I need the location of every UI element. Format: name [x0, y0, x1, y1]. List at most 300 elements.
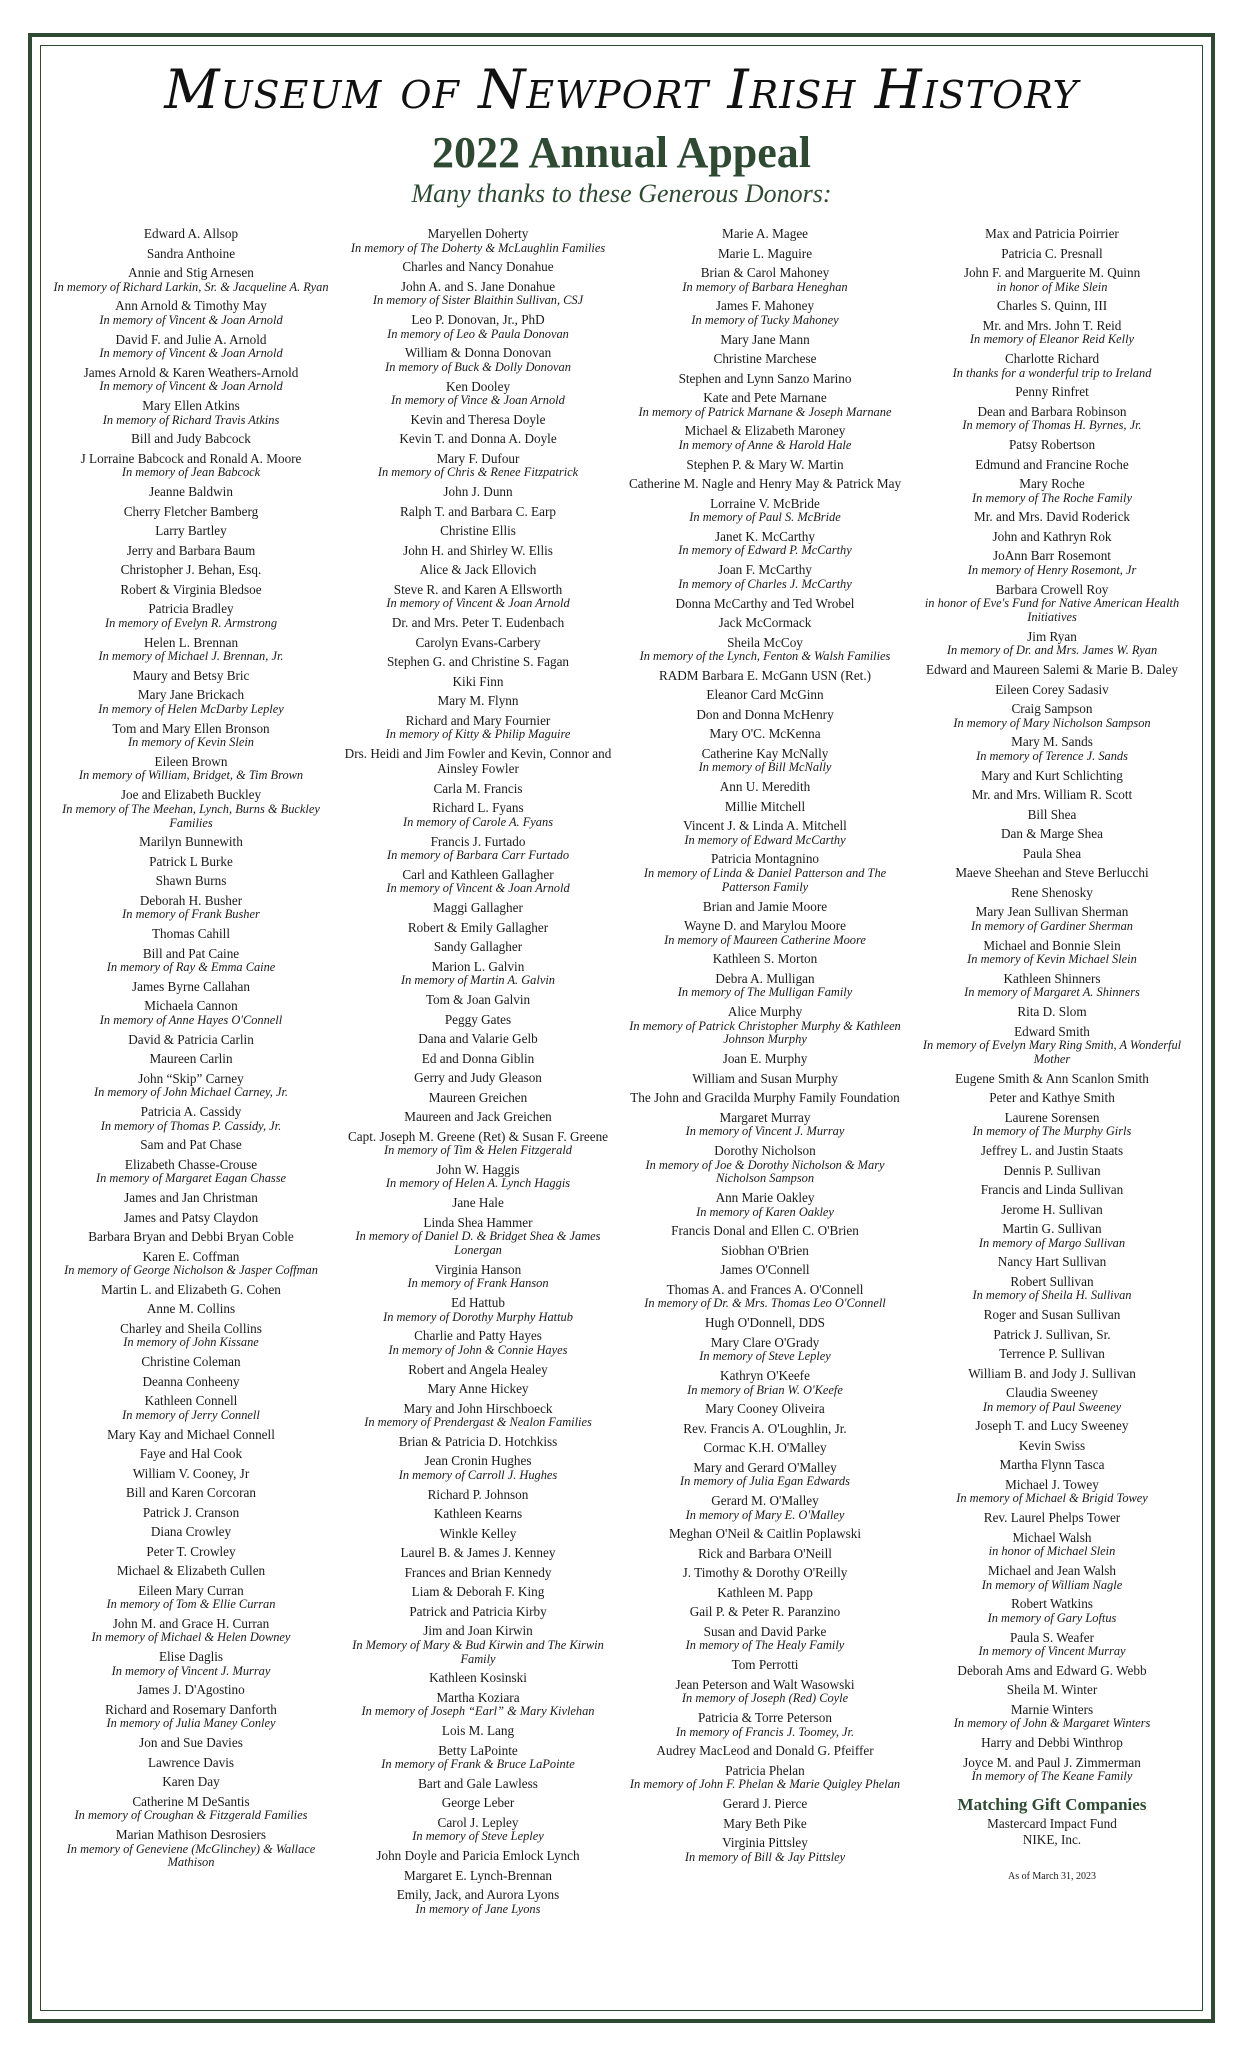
donor-entry [48, 1563, 334, 1579]
donor-entry [909, 807, 1195, 823]
donor-name: Mary Beth Pike [723, 1815, 807, 1831]
donor-entry [335, 412, 621, 428]
donor-name: Meghan O'Neil & Caitlin Poplawski [668, 1526, 862, 1542]
donor-entry [909, 582, 1195, 625]
donor-entry [622, 1071, 908, 1087]
donor-name: Joan E. Murphy [722, 1051, 808, 1067]
donor-name: Patrick L Burke [149, 853, 233, 869]
donor-dedication: In memory of Vincent & Joan Arnold [386, 596, 570, 611]
donor-dedication: In memory of Dorothy Murphy Hattub [383, 1309, 573, 1324]
donor-name: Dennis P. Sullivan [1003, 1162, 1101, 1178]
donor-entry [48, 1229, 334, 1245]
donor-name: Harry and Debbi Winthrop [981, 1735, 1123, 1751]
donor-name: Mary Cooney Oliveira [705, 1401, 825, 1417]
donor-name: Maury and Betsy Bric [132, 667, 250, 683]
donor-entry [622, 1546, 908, 1562]
donor-name: Frances and Brian Kennedy [404, 1564, 552, 1580]
donor-name: Karen E. Coffman [142, 1248, 240, 1264]
donor-name: Penny Rinfret [1015, 384, 1089, 400]
donor-name: Robert Sullivan [1010, 1273, 1094, 1289]
donor-name: Francis J. Furtado [430, 833, 526, 849]
donor-name: Michaela Cannon [144, 998, 238, 1014]
donor-entry [909, 1735, 1195, 1751]
donor-name: Dean and Barbara Robinson [977, 403, 1127, 419]
donor-entry [335, 1868, 621, 1884]
donor-dedication: In memory of Leo & Paula Donovan [387, 326, 569, 341]
donor-name: Sam and Pat Chase [140, 1137, 242, 1153]
donor-entry [335, 746, 621, 777]
donor-entry [48, 1190, 334, 1206]
donor-dedication: In memory of The Mulligan Family [677, 985, 853, 1000]
donor-dedication: In memory of Dr. and Mrs. James W. Ryan [946, 643, 1158, 658]
donor-name: John M. and Grace H. Curran [112, 1615, 270, 1631]
donor-name: Brian & Carol Mahoney [700, 265, 830, 280]
donor-name: Lawrence Davis [147, 1754, 235, 1770]
donor-name: Charlie and Patty Hayes [414, 1328, 542, 1344]
donor-name: Maureen and Jack Greichen [404, 1109, 552, 1125]
donor-name: John J. Dunn [443, 484, 513, 500]
donor-dedication: In memory of John & Connie Hayes [388, 1342, 568, 1357]
donor-name: Mr. and Mrs. David Roderick [973, 509, 1131, 525]
donor-dedication: In memory of Sheila H. Sullivan [972, 1288, 1132, 1303]
donor-entry [909, 384, 1195, 400]
donor-name: Charlotte Richard [1004, 351, 1100, 367]
donor-entry [909, 318, 1195, 347]
donor-dedication: In memory of Paul Sweeney [982, 1399, 1122, 1414]
donor-dedication: in honor of Michael Slein [988, 1544, 1116, 1559]
donor-name: David & Patricia Carlin [128, 1031, 254, 1047]
donor-dedication: In memory of Michael & Brigid Towey [956, 1491, 1148, 1506]
donor-entry [622, 635, 908, 664]
donor-entry [909, 1663, 1195, 1679]
donor-entry [622, 1051, 908, 1067]
donor-entry [48, 893, 334, 922]
donor-entry [909, 1755, 1195, 1784]
donor-entry [335, 713, 621, 742]
donor-name: JoAnn Barr Rosemont [993, 548, 1111, 564]
donor-name: Claudia Sweeney [1006, 1385, 1098, 1401]
donor-name: Maryellen Doherty [427, 226, 529, 241]
donor-name: Kathleen Kosinski [429, 1670, 527, 1686]
matching-gifts [909, 1794, 1195, 1882]
donor-name: Betty LaPointe [438, 1742, 518, 1758]
donor-entry [909, 734, 1195, 763]
donor-dedication: In memory of William, Bridget, & Tim Brown [78, 768, 304, 783]
donor-dedication: In memory of John F. Phelan & Marie Quigley Phelan [629, 1777, 901, 1792]
donor-name: Nancy Hart Sullivan [997, 1254, 1107, 1270]
donor-entry [48, 721, 334, 750]
donor-dedication: In memory of Vincent Murray [978, 1644, 1126, 1659]
donor-name: Stephen P. & Mary W. Martin [686, 456, 844, 472]
donor-name: Jim Ryan [1027, 628, 1077, 644]
donor-dedication: In memory of Tom & Ellie Curran [106, 1597, 276, 1612]
donor-dedication: In memory of Vincent & Joan Arnold [386, 881, 570, 896]
donor-entry [909, 298, 1195, 314]
donor-name: Maggi Gallagher [433, 900, 523, 916]
donor-entry [48, 1393, 334, 1422]
donor-entry [909, 1530, 1195, 1559]
donor-entry [335, 1295, 621, 1324]
donor-entry [622, 457, 908, 473]
donor-name: J. Timothy & Dorothy O'Reilly [682, 1565, 848, 1581]
donor-entry [909, 1563, 1195, 1592]
donor-name: Anne M. Collins [146, 1301, 236, 1317]
donor-entry [48, 1282, 334, 1298]
donor-entry [909, 904, 1195, 933]
donor-entry [909, 1090, 1195, 1106]
donor-name: Tom and Mary Ellen Bronson [112, 720, 270, 736]
donor-dedication: In memory of The Roche Family [971, 490, 1132, 505]
donor-list-4 [909, 226, 1195, 1784]
donor-dedication: In memory of Maureen Catherine Moore [664, 932, 866, 947]
donor-entry [622, 918, 908, 947]
donor-entry [909, 457, 1195, 473]
donor-dedication: In memory of Martin A. Galvin [401, 973, 555, 988]
donor-entry [909, 1202, 1195, 1218]
donor-entry [48, 1524, 334, 1540]
donor-entry [335, 504, 621, 520]
donor-dedication: In memory of Frank Hanson [407, 1276, 549, 1291]
donor-entry [622, 668, 908, 684]
donor-entry [335, 615, 621, 631]
donor-name: Vincent J. & Linda A. Mitchell [683, 818, 847, 834]
donor-name: Dr. and Mrs. Peter T. Eudenbach [391, 615, 565, 631]
donor-entry [335, 1328, 621, 1357]
donor-name: RADM Barbara E. McGann USN (Ret.) [658, 667, 872, 683]
donor-entry [909, 1307, 1195, 1323]
donor-dedication: In memory of Vincent & Joan Arnold [99, 379, 283, 394]
donor-name: Mr. and Mrs. John T. Reid [982, 317, 1122, 333]
donor-entry [909, 1457, 1195, 1473]
donor-entry [622, 746, 908, 775]
donor-entry [48, 265, 334, 294]
donor-entry [622, 799, 908, 815]
donor-name: Emily, Jack, and Aurora Lyons [396, 1887, 560, 1903]
donor-name: Bill Shea [1027, 806, 1077, 822]
donor-name: Max and Patricia Poirrier [985, 226, 1119, 241]
donor-entry [909, 1418, 1195, 1434]
donor-dedication: In memory of Jane Lyons [415, 1901, 541, 1916]
donor-entry [909, 1327, 1195, 1343]
donor-entry [48, 226, 334, 242]
donor-name: Kathleen Connell [144, 1393, 238, 1409]
donor-dedication: In memory of John Michael Carney, Jr. [93, 1085, 289, 1100]
donor-entry [909, 1143, 1195, 1159]
donor-entry [335, 312, 621, 341]
donor-dedication: In memory of Anne Hayes O'Connell [99, 1012, 283, 1027]
donor-entry [48, 1702, 334, 1731]
donor-entry [48, 1755, 334, 1771]
donor-name: William V. Cooney, Jr [132, 1465, 250, 1481]
donor-dedication: In memory of Julia Maney Conley [106, 1716, 276, 1731]
donor-entry [622, 1110, 908, 1139]
donor-entry [48, 1032, 334, 1048]
donor-dedication: In Memory of Mary & Bud Kirwin and The Kirwin Family [352, 1637, 604, 1666]
donor-dedication: In memory of Kitty & Philip Maguire [385, 727, 571, 742]
donor-name: Marie L. Maguire [717, 245, 813, 261]
donor-name: John F. and Marguerite M. Quinn [963, 265, 1141, 280]
donor-entry [48, 1157, 334, 1186]
donor-name: Mary Kay and Michael Connell [107, 1426, 275, 1442]
donor-name: Steve R. and Karen A Ellsworth [393, 581, 563, 597]
donor-entry [48, 431, 334, 447]
donor-dedication: In memory of Michael J. Brennan, Jr. [98, 649, 284, 664]
donor-entry [335, 1776, 621, 1792]
donor-entry [48, 787, 334, 830]
donor-name: James and Jan Christman [124, 1190, 258, 1206]
donor-name: Gerard J. Pierce [722, 1796, 808, 1812]
donor-dedication: In memory of Edward P. McCarthy [678, 543, 852, 558]
donor-dedication: In memory of Dr. & Mrs. Thomas Leo O'Connell [644, 1296, 886, 1311]
donor-entry [909, 885, 1195, 901]
donor-name: Mary O'C. McKenna [709, 726, 821, 742]
donor-name: Alice Murphy [727, 1004, 803, 1020]
donor-name: Michael J. Towey [1005, 1476, 1099, 1492]
donor-entry [622, 1763, 908, 1792]
donor-name: Sandy Gallagher [433, 939, 523, 955]
donor-dedication: In memory of Linda & Daniel Patterson and The Patterson Family [643, 865, 887, 894]
donor-name: Mary Roche [1019, 476, 1085, 492]
donor-name: Francis and Linda Sullivan [980, 1182, 1124, 1198]
donor-dedication: In memory of Gardiner Sherman [971, 918, 1133, 933]
donor-name: Rene Shenosky [1011, 884, 1093, 900]
donor-name: Jean Cronin Hughes [424, 1453, 532, 1469]
donor-name: Kiki Finn [452, 673, 504, 689]
donor-entry [335, 1604, 621, 1620]
donor-name: David F. and Julie A. Arnold [115, 331, 267, 347]
donor-name: William & Donna Donovan [404, 345, 552, 361]
donor-dedication: In memory of The Murphy Girls [972, 1124, 1132, 1139]
header [0, 55, 1243, 209]
donor-name: Sheila McCoy [727, 634, 803, 650]
donor-name: Christine Coleman [141, 1354, 241, 1370]
donor-dedication: In memory of Carole A. Fyans [402, 814, 554, 829]
donor-dedication: In memory of Kevin Slein [128, 735, 254, 750]
donor-entry [622, 1493, 908, 1522]
donor-entry [909, 701, 1195, 730]
donor-name: Ken Dooley [445, 378, 511, 394]
donor-entry [909, 548, 1195, 577]
donor-name: Millie Mitchell [724, 798, 806, 814]
donor-name: Ralph T. and Barbara C. Earp [400, 503, 556, 519]
donor-name: J Lorraine Babcock and Ronald A. Moore [80, 450, 302, 466]
donor-entry [48, 601, 334, 630]
donor-name: Ed Hattub [451, 1295, 505, 1311]
donor-entry [909, 1182, 1195, 1198]
donor-dedication: In memory of Geneviene (McGlinchey) & Wallace Mathison [66, 1841, 316, 1870]
donor-dedication: In memory of Jerry Connell [122, 1407, 260, 1422]
donor-dedication: In memory of Margo Sullivan [978, 1235, 1126, 1250]
donor-entry [335, 900, 621, 916]
donor-name: Ann Marie Oakley [715, 1190, 815, 1206]
donor-name: Carla M. Francis [433, 780, 523, 796]
donor-name: Christine Marchese [713, 351, 817, 367]
donor-entry [48, 1374, 334, 1390]
donor-name: Winkle Kelley [439, 1525, 517, 1541]
donor-entry [622, 246, 908, 262]
donor-name: Richard P. Johnson [427, 1486, 529, 1502]
donor-dedication: In memory of Anne & Harold Hale [678, 437, 852, 452]
donor-entry [48, 1649, 334, 1678]
donor-dedication: In memory of The Doherty & McLaughlin Families [350, 240, 606, 255]
donor-name: Eleanor Card McGinn [706, 687, 824, 703]
donor-dedication: In memory of The Meehan, Lynch, Burns & Buckley Families [62, 801, 320, 830]
donor-name: Helen L. Brennan [143, 634, 239, 650]
donor-name: Catherine Kay McNally [701, 745, 829, 761]
donor-name: John “Skip” Carney [138, 1070, 244, 1086]
donor-entry [909, 1682, 1195, 1698]
donor-columns [48, 226, 1195, 2000]
donor-entry [622, 779, 908, 795]
donor-entry [335, 1070, 621, 1086]
donor-entry [622, 971, 908, 1000]
donor-name: Donna McCarthy and Ted Wrobel [675, 595, 855, 611]
donor-entry [48, 1735, 334, 1751]
donor-dedication: In memory of Barbara Heneghan [682, 279, 848, 294]
donor-entry [622, 298, 908, 327]
donor-entry [622, 226, 908, 242]
donor-dedication: In memory of Vince & Joan Arnold [391, 393, 565, 408]
matching-gift-company: NIKE, Inc. [1022, 1831, 1082, 1847]
donor-entry [622, 1223, 908, 1239]
donor-entry [622, 476, 908, 492]
donor-name: Eileen Mary Curran [138, 1582, 244, 1598]
donor-entry [48, 687, 334, 716]
donor-entry [335, 1545, 621, 1561]
donor-name: Alice & Jack Ellovich [419, 562, 537, 578]
donor-dedication: In memory of Kevin Michael Slein [967, 952, 1137, 967]
donor-name: Laurene Sorensen [1004, 1109, 1100, 1125]
donor-entry [622, 371, 908, 387]
donor-dedication: In memory of Jean Babcock [121, 465, 261, 480]
donor-name: Bill and Pat Caine [142, 945, 240, 961]
donor-dedication: In memory of Frank & Bruce LaPointe [381, 1757, 575, 1772]
donor-entry [335, 781, 621, 797]
matching-gift-company: Mastercard Impact Fund [987, 1816, 1117, 1832]
donor-entry [909, 1702, 1195, 1731]
donor-entry [909, 265, 1195, 294]
donor-dedication: In memory of Paul S. McBride [689, 510, 841, 525]
donor-entry [335, 1401, 621, 1430]
donor-entry [335, 693, 621, 709]
donor-entry [909, 1477, 1195, 1506]
donor-entry [48, 1446, 334, 1462]
donor-name: Maureen Greichen [428, 1089, 528, 1105]
donor-dedication: In memory of John Kissane [123, 1335, 259, 1350]
donor-name: Robert & Virginia Bledsoe [120, 581, 262, 597]
donor-entry [909, 476, 1195, 505]
donor-entry [335, 279, 621, 308]
donor-dedication: In memory of George Nicholson & Jasper Coffman [64, 1263, 318, 1278]
donor-entry [622, 562, 908, 591]
donor-entry [335, 1690, 621, 1719]
donor-name: Jane Hale [452, 1195, 504, 1211]
donor-name: Larry Bartley [155, 523, 227, 539]
donor-entry [909, 1510, 1195, 1526]
donor-name: James Arnold & Karen Weathers-Arnold [83, 364, 299, 380]
donor-entry [622, 1401, 908, 1417]
donor-entry [622, 615, 908, 631]
donor-name: Christine Ellis [440, 523, 516, 539]
donor-name: John A. and S. Jane Donahue [400, 278, 556, 294]
donor-name: Karen Day [162, 1774, 220, 1790]
donor-name: Ann Arnold & Timothy May [115, 298, 267, 314]
donor-name: Laurel B. & James J. Kenney [400, 1545, 556, 1561]
donor-name: Joseph T. and Lucy Sweeney [975, 1418, 1129, 1434]
donor-name: James O'Connell [720, 1262, 810, 1278]
donor-entry [909, 246, 1195, 262]
donor-name: Lois M. Lang [441, 1723, 515, 1739]
donor-entry [335, 834, 621, 863]
donor-dedication: In memory of Evelyn R. Armstrong [104, 615, 278, 630]
donor-name: Patrick J. Sullivan, Sr. [993, 1326, 1111, 1342]
donor-entry [909, 1004, 1195, 1020]
donor-entry [909, 1630, 1195, 1659]
donor-name: Michael & Elizabeth Maroney [684, 423, 846, 439]
donor-entry [622, 899, 908, 915]
donor-entry [622, 1835, 908, 1864]
donor-entry [909, 1221, 1195, 1250]
donor-name: Joyce M. and Paul J. Zimmerman [963, 1754, 1141, 1770]
donor-name: Patricia Bradley [148, 601, 234, 617]
donor-name: Mary and John Hirschboeck [403, 1400, 553, 1416]
donor-name: Don and Donna McHenry [696, 706, 834, 722]
donor-entry [48, 1137, 334, 1153]
donor-name: Terrence P. Sullivan [999, 1346, 1105, 1362]
donor-name: Marian Mathison Desrosiers [115, 1827, 267, 1843]
donor-name: Carl and Kathleen Gallagher [402, 866, 554, 882]
donor-entry [48, 1583, 334, 1612]
donor-entry [48, 873, 334, 889]
donor-entry [335, 1453, 621, 1482]
donor-dedication: In memory of Evelyn Mary Ring Smith, A Wonderful Mother [922, 1038, 1182, 1066]
donor-name: Joe and Elizabeth Buckley [120, 787, 262, 803]
donor-entry [622, 529, 908, 558]
donor-entry [335, 674, 621, 690]
donor-dedication: In memory of Vincent & Joan Arnold [99, 312, 283, 327]
donor-entry [335, 1129, 621, 1158]
donor-name: John W. Haggis [436, 1161, 520, 1177]
donor-name: Martha Flynn Tasca [999, 1457, 1105, 1473]
donor-name: Joan F. McCarthy [718, 562, 812, 578]
donor-entry [622, 1657, 908, 1673]
donor-entry [622, 332, 908, 348]
donor-name: Richard and Rosemary Danforth [105, 1701, 277, 1717]
donor-entry [48, 1427, 334, 1443]
donor-name: Charles S. Quinn, III [996, 298, 1108, 314]
donor-name: Margaret E. Lynch-Brennan [403, 1867, 553, 1883]
donor-name: Michael and Bonnie Slein [983, 937, 1121, 953]
donor-entry [909, 1071, 1195, 1087]
donor-dedication: In memory of Vincent J. Murray [685, 1124, 845, 1139]
donor-entry [909, 404, 1195, 433]
donor-entry [622, 496, 908, 525]
donor-name: Deborah Ams and Edward G. Webb [957, 1662, 1147, 1678]
donor-name: Paula Shea [1022, 845, 1082, 861]
donor-entry [335, 226, 621, 255]
donor-name: Mary Jane Mann [720, 331, 810, 347]
donor-entry [48, 998, 334, 1027]
donor-entry [48, 635, 334, 664]
donor-dedication: In memory of John & Margaret Winters [953, 1716, 1151, 1731]
donor-entry [335, 1795, 621, 1811]
donor-name: James F. Mahoney [715, 298, 815, 314]
donor-name: Eileen Brown [154, 753, 228, 769]
donor-entry [622, 707, 908, 723]
donor-name: Richard and Mary Fournier [405, 712, 551, 728]
donor-entry [335, 1162, 621, 1191]
donor-entry [335, 523, 621, 539]
